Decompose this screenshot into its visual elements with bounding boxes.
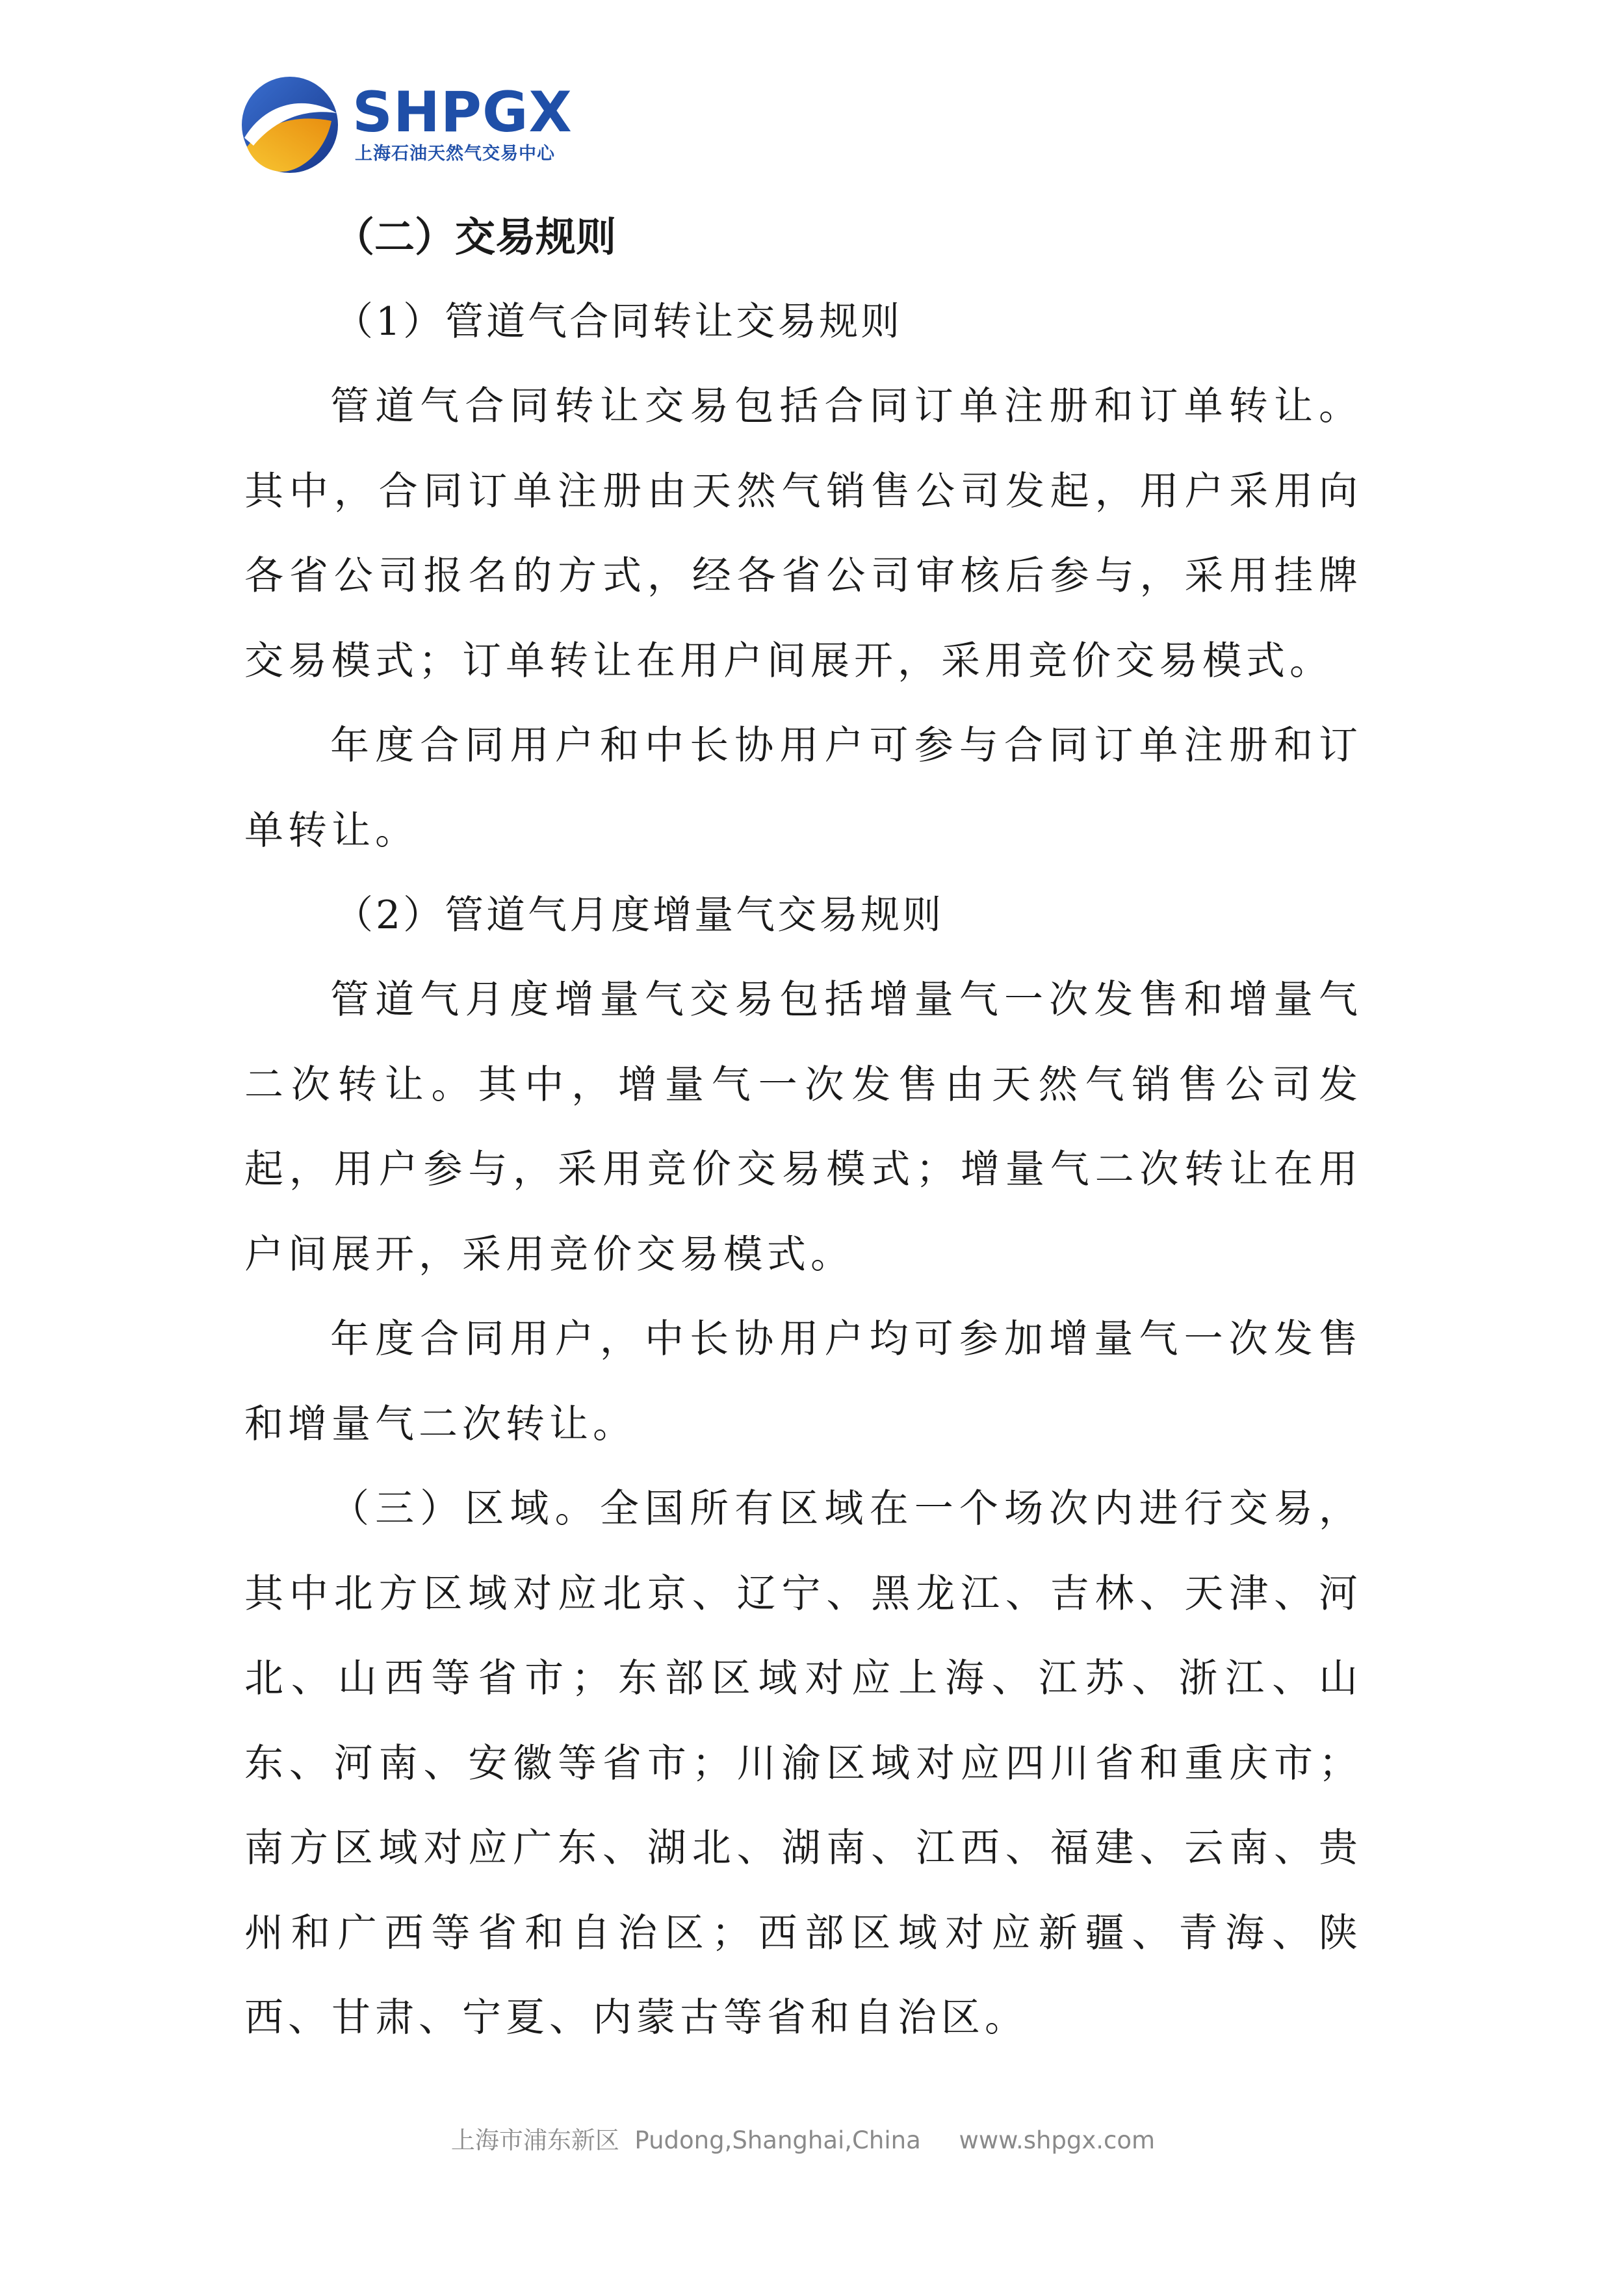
rule1-title: （1）管道气合同转让交易规则: [334, 299, 903, 345]
logo-wordmark: SHPGX: [352, 80, 573, 145]
document-body: [244, 195, 1362, 2061]
page-footer: 上海市浦东新区 Pudong,Shanghai,China www.shpgx.com: [450, 2126, 1156, 2154]
logo-subtitle: 上海石油天然气交易中心: [355, 144, 555, 164]
logo: [240, 73, 573, 177]
region-paragraph: （三）区域。全国所有区域在一个场次内进行交易，其中北方区域对应北京、辽宁、黑龙江、吉林、天津、河北、山西等省市；东部区域对应上海、江苏、浙江、山东、河南、安徽等省市；川渝区域对应四川省和重庆市；南方区域对应广东、湖北、湖南、江西、福建、云南、贵州和广西等省和自治区；西部区域对应新疆、青海、陕西、甘肃、宁夏、内蒙古等省和自治区。: [244, 1486, 1362, 2041]
rule1-paragraph-2: 年度合同用户和中长协用户可参与合同订单注册和订单转让。: [244, 723, 1362, 854]
rule2-title: （2）管道气月度增量气交易规则: [334, 893, 944, 938]
rule2-paragraph-1: 管道气月度增量气交易包括增量气一次发售和增量气二次转让。其中，增量气一次发售由天然气销售公司发起，用户参与，采用竞价交易模式；增量气二次转让在用户间展开，采用竞价交易模式。: [244, 977, 1362, 1277]
rule1-paragraph-1: 管道气合同转让交易包括合同订单注册和订单转让。其中，合同订单注册由天然气销售公司发起，用户采用向各省公司报名的方式，经各省公司审核后参与，采用挂牌交易模式；订单转让在用户间展开，采用竞价交易模式。: [244, 384, 1362, 684]
section-heading: （二）交易规则: [334, 213, 617, 261]
rule2-paragraph-2: 年度合同用户，中长协用户均可参加增量气一次发售和增量气二次转让。: [244, 1316, 1362, 1447]
shpgx-emblem-icon: [240, 75, 339, 174]
